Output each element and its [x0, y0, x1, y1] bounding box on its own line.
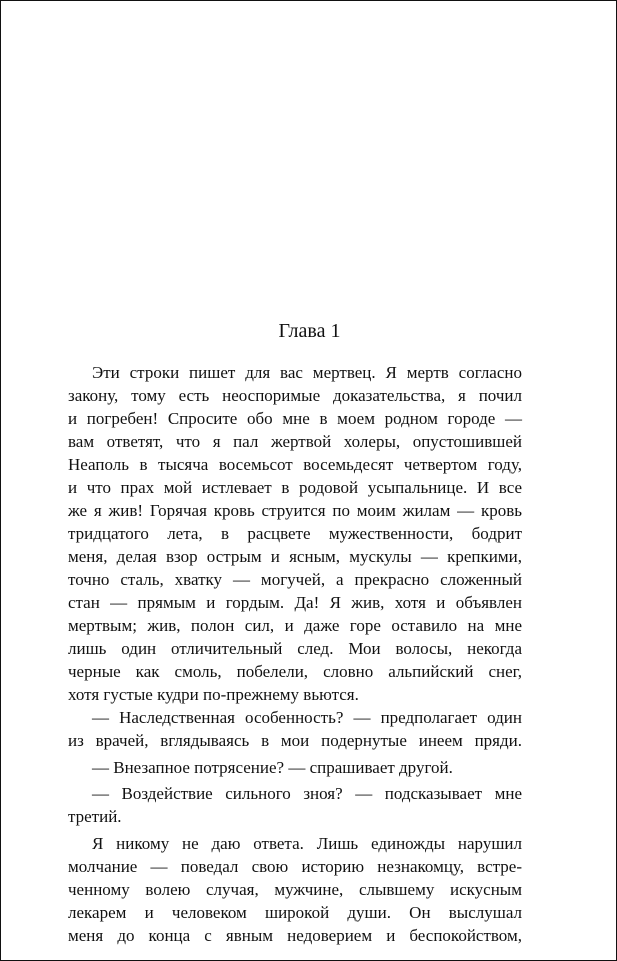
- text-line: — Воздействие сильного зноя? — подсказывает мне: [92, 784, 522, 803]
- text-line: и погребен! Спросите обо мне в моем родном городе —: [68, 409, 522, 428]
- text-line: меня, делая взор острым и ясным, мускулы — крепкими,: [68, 547, 522, 566]
- text-line: третий.: [68, 807, 122, 826]
- text-line: хотя густые кудри по-прежнему вьются.: [68, 685, 359, 704]
- text-line: вам ответят, что я пал жертвой холеры, опустошившей: [68, 432, 522, 451]
- text-line: черные как смоль, побелели, словно альпийский снег,: [68, 662, 522, 681]
- text-line: Эти строки пишет для вас мертвец. Я мертв согласно: [92, 363, 522, 382]
- text-line: же я жив! Горячая кровь струится по моим жилам — кровь: [68, 501, 522, 520]
- text-line: из врачей, вглядываясь в мои подернутые инеем пряди.: [68, 731, 522, 750]
- text-line: мертвым; жив, полон сил, и даже горе оставило на мне: [68, 616, 522, 635]
- text-line: лишь один отличительный след. Мои волосы, некогда: [68, 639, 522, 658]
- text-line: ченному волею случая, мужчине, слывшему искусным: [68, 880, 522, 899]
- text-line: меня до конца с явным недоверием и беспокойством,: [68, 926, 522, 945]
- text-line: — Наследственная особенность? — предполагает один: [92, 708, 522, 727]
- text-line: Неаполь в тысяча восемьсот восемьдесят четвертом году,: [68, 455, 522, 474]
- text-line: молчание — поведал свою историю незнакомцу, встре-: [68, 857, 522, 876]
- text-line: стан — прямым и гордым. Да! Я жив, хотя и объявлен: [68, 593, 522, 612]
- text-line: тридцатого лета, в расцвете мужественности, бодрит: [68, 524, 522, 543]
- text-line: закону, тому есть неоспоримые доказательства, я почил: [68, 386, 522, 405]
- chapter-title: Глава 1: [278, 320, 341, 342]
- text-line: — Внезапное потрясение? — спрашивает другой.: [92, 758, 453, 777]
- text-line: лекарем и человеком широкой души. Он выслушал: [68, 903, 522, 922]
- text-line: Я никому не даю ответа. Лишь единожды нарушил: [92, 834, 522, 853]
- text-line: точно сталь, хватку — могучей, а прекрасно сложенный: [68, 570, 522, 589]
- text-line: и что прах мой истлевает в родовой усыпальнице. И все: [68, 478, 522, 497]
